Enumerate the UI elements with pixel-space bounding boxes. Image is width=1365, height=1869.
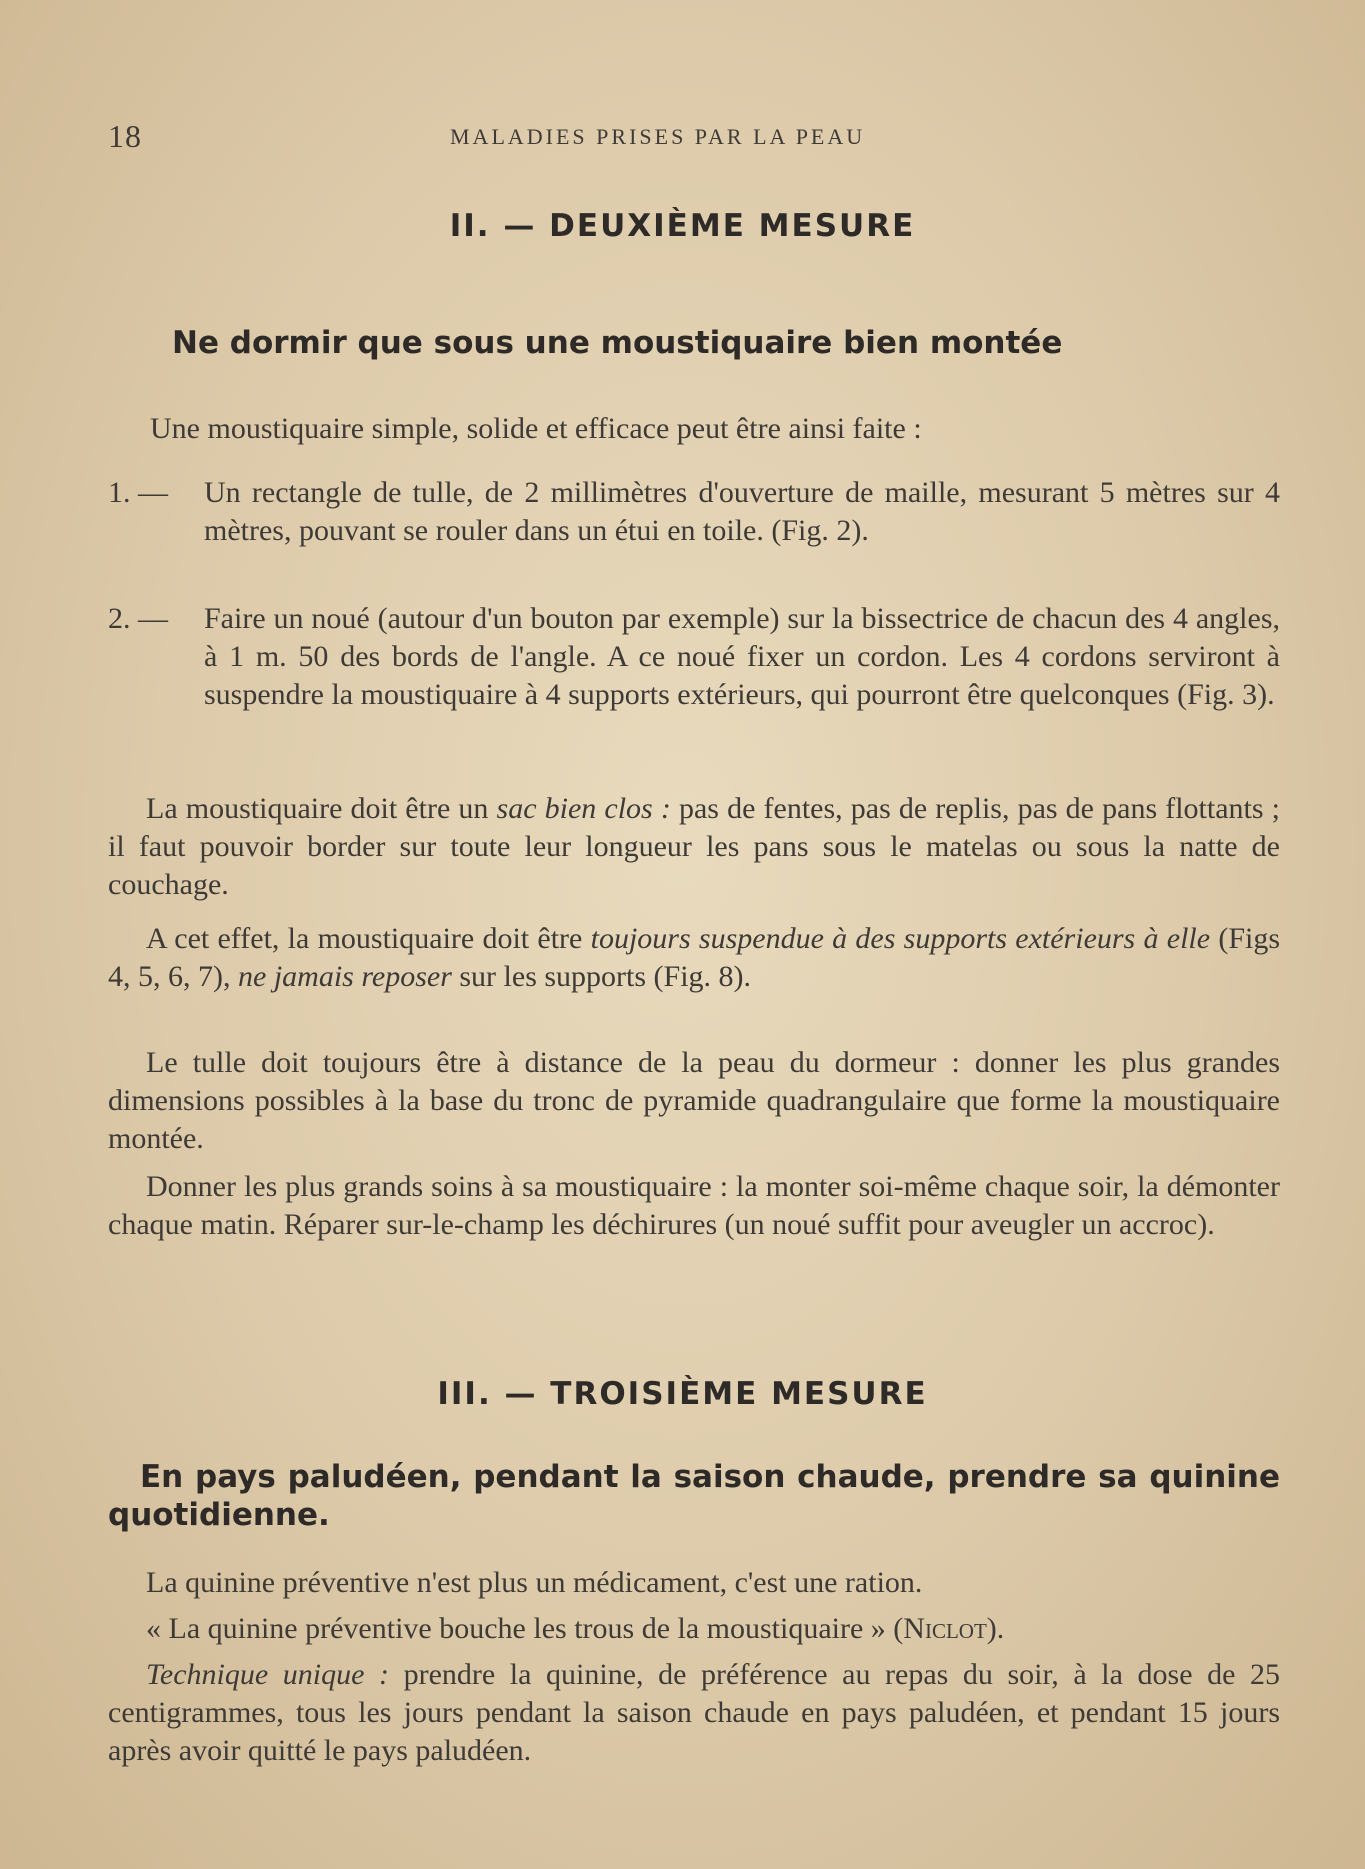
text-run: ). <box>986 1612 1005 1645</box>
section-title-3: III. — TROISIÈME MESURE <box>437 1376 928 1412</box>
text-run: sur les supports (Fig. 8). <box>451 960 752 993</box>
list-number: 1. — <box>108 476 168 509</box>
list-text: Faire un noué (autour d'un bouton par exemple) sur la bissectrice de chacun des 4 angles, à 1 m. 50 des bords de l'angle. A ce noué fixer un cordon. Les 4 cordons serviront à suspendre la moustiquaire à 4 supports extérieurs, qui pourront être quelconques (Fig. 3). <box>204 602 1280 711</box>
page-header <box>0 118 1365 154</box>
list-number: 2. — <box>108 602 168 635</box>
paragraph-ration: La quinine préventive n'est plus un médicament, c'est une ration. <box>146 1566 923 1599</box>
paragraph-soins: Donner les plus grands soins à sa moustiquaire : la monter soi-même chaque soir, la démonter chaque matin. Réparer sur-le-champ les déchirures (un noué suffit pour aveugler un accroc). <box>108 1170 1280 1241</box>
emphasis: ne jamais reposer <box>238 960 452 993</box>
section-2-intro: Une moustiquaire simple, solide et efficace peut être ainsi faite : <box>150 412 922 445</box>
author-name: Niclot <box>903 1612 987 1645</box>
page-number: 18 <box>108 118 142 154</box>
list-text: Un rectangle de tulle, de 2 millimètres d'ouverture de maille, mesurant 5 mètres sur 4 mètres, pouvant se rouler dans un étui en toile. (Fig. 2). <box>204 476 1280 547</box>
text-run: pas de fentes, pas de replis, pas de pans flottants ; il faut pouvoir border sur toute leur longueur les pans sous le matelas ou sous la natte de couchage. <box>108 792 1281 901</box>
paragraph-sac-bien-clos <box>108 790 1280 904</box>
paragraph-technique <box>108 1656 1280 1770</box>
text-run: « La quinine préventive bouche les trous de la moustiquaire » ( <box>146 1612 904 1645</box>
paragraph-niclot-quote <box>108 1610 1280 1648</box>
text-run: (Figs 4, 5, 6, 7), <box>108 922 1281 993</box>
emphasis: toujours suspendue à des supports extérieurs à elle <box>590 922 1211 955</box>
section-3-subtitle: En pays paludéen, pendant la saison chaude, prendre sa quinine quotidienne. <box>108 1459 1280 1533</box>
section-2-subtitle: Ne dormir que sous une moustiquaire bien montée <box>172 325 1063 361</box>
text-run: A cet effet, la moustiquaire doit être <box>146 922 591 955</box>
text-run: La moustiquaire doit être un <box>146 792 497 825</box>
section-title-2: II. — DEUXIÈME MESURE <box>449 208 916 244</box>
text-run: prendre la quinine, de préférence au repas du soir, à la dose de 25 centigrammes, tous les jours pendant la saison chaude en pays paludéen, et pendant 15 jours après avoir quitté le pays paludéen. <box>108 1658 1280 1767</box>
emphasis: Technique unique : <box>146 1658 390 1691</box>
paragraph-supports <box>108 920 1280 996</box>
emphasis: sac bien clos : <box>496 792 671 825</box>
running-title: MALADIES PRISES PAR LA PEAU <box>450 124 866 149</box>
paragraph-tulle: Le tulle doit toujours être à distance de la peau du dormeur : donner les plus grandes dimensions possibles à la base du tronc de pyramide quadrangulaire que forme la moustiquaire montée. <box>108 1046 1280 1155</box>
